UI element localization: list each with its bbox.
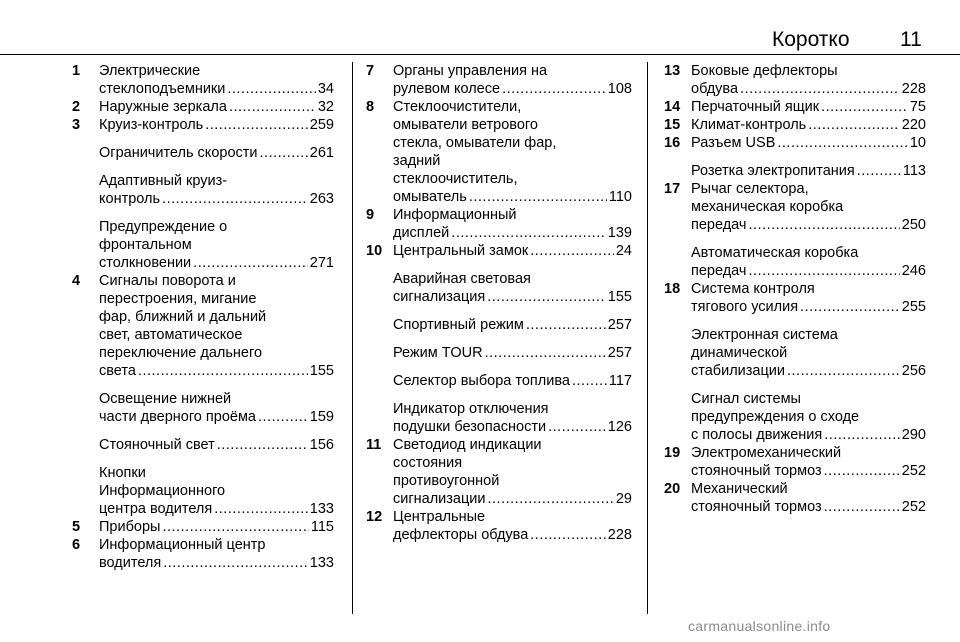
item-number: 6 (72, 537, 81, 553)
entry-line: Сигнал системы (691, 391, 801, 407)
index-entry (72, 98, 334, 116)
index-column-3 (664, 62, 926, 516)
entry-last-line (393, 344, 632, 362)
entry-line: стекла, омыватели фар, (393, 135, 557, 151)
entry-last-line (691, 80, 926, 98)
index-entry (72, 218, 334, 272)
entry-text (393, 436, 632, 508)
item-number: 14 (664, 99, 681, 115)
entry-line: Спортивный режим (393, 317, 524, 333)
page-reference: 29 (615, 491, 632, 507)
entry-line: Адаптивный круиз- (99, 173, 228, 189)
entry-text (393, 62, 632, 98)
entry-text (393, 206, 632, 242)
page-reference: 126 (607, 419, 632, 435)
index-entry (366, 270, 632, 306)
entry-line: сигнализации (393, 491, 486, 507)
item-number: 18 (664, 281, 681, 297)
entry-line: Информационный (393, 207, 517, 223)
index-entry (366, 436, 632, 508)
entry-text (393, 508, 632, 544)
entry-text (393, 372, 632, 390)
index-entry (366, 344, 632, 362)
entry-line: задний (393, 153, 441, 169)
entry-last-line (99, 254, 334, 272)
index-entry (72, 272, 334, 380)
entry-text (393, 242, 632, 260)
entry-text (691, 326, 926, 380)
entry-line: стеклоподъемники (99, 81, 226, 97)
entry-line: передач (691, 263, 747, 279)
item-number: 7 (366, 63, 375, 79)
index-entry (72, 536, 334, 572)
index-column-2 (366, 62, 632, 544)
dot-leader (229, 98, 316, 116)
index-entry (664, 390, 926, 444)
page-reference: 252 (901, 499, 926, 515)
entry-line: динамической (691, 345, 788, 361)
entry-text (691, 280, 926, 316)
page-reference: 139 (607, 225, 632, 241)
entry-line: Селектор выбора топлива (393, 373, 570, 389)
item-number: 19 (664, 445, 681, 461)
entry-line: Система контроля (691, 281, 815, 297)
item-number: 3 (72, 117, 81, 133)
item-number: 2 (72, 99, 81, 115)
entry-line: Режим TOUR (393, 345, 483, 361)
dot-leader (217, 436, 308, 454)
dot-leader (162, 518, 308, 536)
index-entry (72, 144, 334, 162)
entry-line: Розетка электропитания (691, 163, 855, 179)
entry-last-line (691, 116, 926, 134)
page-reference: 117 (608, 373, 632, 389)
entry-line: Рычаг селектора, (691, 181, 809, 197)
entry-line: центра водителя (99, 501, 213, 517)
page-reference: 271 (309, 255, 334, 271)
page-reference: 256 (901, 363, 926, 379)
index-entry (366, 372, 632, 390)
entry-line: стеклоочиститель, (393, 171, 518, 187)
dot-leader (526, 316, 606, 334)
entry-last-line (99, 98, 334, 116)
entry-text (691, 480, 926, 516)
dot-leader (824, 498, 900, 516)
entry-line: Механический (691, 481, 788, 497)
page-reference: 246 (901, 263, 926, 279)
entry-last-line (99, 500, 334, 518)
item-number: 15 (664, 117, 681, 133)
entry-last-line (393, 490, 632, 508)
entry-line: водителя (99, 555, 162, 571)
item-number: 8 (366, 99, 375, 115)
entry-line: света (99, 363, 136, 379)
entry-line: Светодиод индикации (393, 437, 542, 453)
page-reference: 155 (309, 363, 334, 379)
entry-text (99, 464, 334, 518)
entry-line: Аварийная световая (393, 271, 531, 287)
entry-line: Электрические (99, 63, 201, 79)
entry-text (393, 98, 632, 206)
entry-last-line (691, 216, 926, 234)
index-entry (72, 518, 334, 536)
dot-leader (800, 298, 900, 316)
entry-line: Индикатор отключения (393, 401, 549, 417)
item-number: 5 (72, 519, 81, 535)
column-divider (352, 62, 353, 614)
index-entry (366, 62, 632, 98)
entry-line: Информационный центр (99, 537, 266, 553)
item-number: 1 (72, 63, 81, 79)
page-reference: 257 (607, 345, 632, 361)
entry-line: Центральный замок (393, 243, 529, 259)
entry-text (99, 436, 334, 454)
entry-line: предупреждения о сходе (691, 409, 860, 425)
dot-leader (162, 190, 308, 208)
entry-text (99, 272, 334, 380)
dot-leader (572, 372, 607, 390)
dot-leader (530, 242, 614, 260)
index-entry (366, 242, 632, 260)
entry-last-line (99, 190, 334, 208)
item-number: 4 (72, 273, 81, 289)
entry-last-line (99, 518, 334, 536)
entry-line: дефлекторы обдува (393, 527, 529, 543)
item-number: 17 (664, 181, 681, 197)
dot-leader (163, 554, 308, 572)
entry-line: стояночный тормоз (691, 463, 822, 479)
entry-last-line (393, 288, 632, 306)
entry-line: Электромеханический (691, 445, 842, 461)
page-reference: 252 (901, 463, 926, 479)
entry-line: Наружные зеркала (99, 99, 227, 115)
page-reference: 133 (309, 501, 334, 517)
entry-text (99, 116, 334, 134)
index-entry (664, 480, 926, 516)
entry-last-line (99, 80, 334, 98)
entry-text (393, 400, 632, 436)
index-entry (366, 316, 632, 334)
entry-text (99, 536, 334, 572)
entry-line: Стояночный свет (99, 437, 215, 453)
dot-leader (260, 144, 308, 162)
page-reference: 133 (309, 555, 334, 571)
entry-last-line (99, 554, 334, 572)
entry-line: стабилизации (691, 363, 785, 379)
dot-leader (214, 500, 308, 518)
page-reference: 113 (902, 163, 926, 179)
page-reference: 261 (309, 145, 334, 161)
dot-leader (193, 254, 308, 272)
page-reference: 110 (608, 189, 632, 205)
entry-last-line (691, 98, 926, 116)
item-number: 13 (664, 63, 681, 79)
item-number: 12 (366, 509, 383, 525)
entry-last-line (691, 362, 926, 380)
page-reference: 75 (909, 99, 926, 115)
entry-last-line (691, 298, 926, 316)
dot-leader (530, 526, 606, 544)
index-entry (72, 172, 334, 208)
dot-leader (451, 224, 606, 242)
entry-line: контроль (99, 191, 161, 207)
entry-line: подушки безопасности (393, 419, 547, 435)
dot-leader (787, 362, 900, 380)
page-reference: 263 (309, 191, 334, 207)
entry-line: Центральные (393, 509, 486, 525)
dot-leader (749, 262, 900, 280)
page-reference: 250 (901, 217, 926, 233)
entry-line: перестроения, мигание (99, 291, 257, 307)
index-entry (72, 390, 334, 426)
dot-leader (469, 188, 607, 206)
entry-text (393, 316, 632, 334)
entry-line: стояночный тормоз (691, 499, 822, 515)
dot-leader (857, 162, 901, 180)
page-reference: 10 (909, 135, 926, 151)
entry-line: свет, автоматическое (99, 327, 243, 343)
item-number: 11 (366, 437, 382, 453)
entry-line: состояния (393, 455, 463, 471)
index-entry (366, 400, 632, 436)
entry-line: Климат-контроль (691, 117, 807, 133)
page-reference: 155 (607, 289, 632, 305)
entry-text (691, 390, 926, 444)
entry-text (691, 244, 926, 280)
page-reference: 115 (310, 519, 334, 535)
index-entry (366, 508, 632, 544)
dot-leader (258, 408, 308, 426)
dot-leader (821, 98, 908, 116)
entry-last-line (691, 134, 926, 152)
dot-leader (749, 216, 900, 234)
page-reference: 34 (317, 81, 334, 97)
section-title: Коротко (772, 28, 850, 51)
entry-text (99, 98, 334, 116)
entry-text (691, 62, 926, 98)
index-entry (664, 444, 926, 480)
entry-line: Органы управления на (393, 63, 548, 79)
entry-line: Автоматическая коробка (691, 245, 859, 261)
entry-text (691, 180, 926, 234)
header-divider (0, 54, 960, 55)
entry-last-line (99, 408, 334, 426)
entry-last-line (99, 362, 334, 380)
entry-text (691, 134, 926, 152)
dot-leader (502, 80, 606, 98)
entry-last-line (393, 188, 632, 206)
entry-last-line (99, 116, 334, 134)
item-number: 16 (664, 135, 681, 151)
entry-text (691, 162, 926, 180)
entry-line: передач (691, 217, 747, 233)
page-reference: 257 (607, 317, 632, 333)
page-reference: 32 (317, 99, 334, 115)
entry-text (99, 62, 334, 98)
index-entry (664, 180, 926, 234)
entry-line: Сигналы поворота и (99, 273, 236, 289)
entry-line: рулевом колесе (393, 81, 501, 97)
entry-line: сигнализация (393, 289, 486, 305)
entry-line: Информационного (99, 483, 226, 499)
entry-line: Предупреждение о (99, 219, 228, 235)
index-entry (664, 62, 926, 98)
index-entry (664, 116, 926, 134)
page-reference: 156 (309, 437, 334, 453)
entry-line: Электронная система (691, 327, 838, 343)
entry-line: Стеклоочистители, (393, 99, 522, 115)
entry-last-line (393, 526, 632, 544)
entry-line: омыватели ветрового (393, 117, 538, 133)
item-number: 20 (664, 481, 681, 497)
entry-line: Разъем USB (691, 135, 776, 151)
entry-line: переключение дальнего (99, 345, 263, 361)
dot-leader (824, 426, 900, 444)
index-entry (72, 62, 334, 98)
page-reference: 228 (901, 81, 926, 97)
entry-line: Приборы (99, 519, 161, 535)
index-entry (366, 206, 632, 242)
index-entry (664, 98, 926, 116)
entry-line: Кнопки (99, 465, 146, 481)
entry-line: дисплей (393, 225, 450, 241)
entry-last-line (393, 372, 632, 390)
index-column-1 (72, 62, 334, 572)
entry-line: Боковые дефлекторы (691, 63, 838, 79)
page-reference: 24 (615, 243, 632, 259)
entry-line: противоугонной (393, 473, 500, 489)
index-entry (72, 436, 334, 454)
entry-line: с полосы движения (691, 427, 823, 443)
entry-line: столкновении (99, 255, 192, 271)
entry-last-line (393, 316, 632, 334)
dot-leader (824, 462, 900, 480)
entry-text (99, 144, 334, 162)
entry-line: фар, ближний и дальний (99, 309, 267, 325)
page-reference: 228 (607, 527, 632, 543)
index-entry (72, 116, 334, 134)
entry-last-line (99, 436, 334, 454)
dot-leader (205, 116, 308, 134)
index-entry (664, 326, 926, 380)
page-reference: 290 (901, 427, 926, 443)
entry-last-line (393, 418, 632, 436)
entry-text (99, 518, 334, 536)
entry-line: Круиз-контроль (99, 117, 204, 133)
page-reference: 220 (901, 117, 926, 133)
entry-text (99, 172, 334, 208)
dot-leader (740, 80, 900, 98)
entry-line: Ограничитель скорости (99, 145, 258, 161)
index-entry (664, 280, 926, 316)
entry-last-line (393, 242, 632, 260)
dot-leader (487, 288, 606, 306)
entry-line: механическая коробка (691, 199, 844, 215)
entry-last-line (99, 144, 334, 162)
page-reference: 259 (309, 117, 334, 133)
dot-leader (227, 80, 315, 98)
entry-last-line (393, 80, 632, 98)
column-divider (647, 62, 648, 614)
entry-text (691, 444, 926, 480)
entry-last-line (691, 162, 926, 180)
page-number: 11 (900, 28, 922, 51)
entry-line: тягового усилия (691, 299, 799, 315)
dot-leader (488, 490, 614, 508)
index-entry (664, 244, 926, 280)
entry-last-line (691, 426, 926, 444)
page-reference: 108 (607, 81, 632, 97)
entry-text (99, 218, 334, 272)
index-entry (72, 464, 334, 518)
item-number: 9 (366, 207, 375, 223)
entry-text (393, 344, 632, 362)
index-entry (664, 134, 926, 152)
entry-line: омыватель (393, 189, 467, 205)
page-header (0, 0, 960, 54)
page-reference: 255 (901, 299, 926, 315)
entry-last-line (393, 224, 632, 242)
entry-line: Освещение нижней (99, 391, 232, 407)
dot-leader (485, 344, 606, 362)
item-number: 10 (366, 243, 383, 259)
page-reference: 159 (309, 409, 334, 425)
entry-line: Перчаточный ящик (691, 99, 820, 115)
entry-last-line (691, 262, 926, 280)
entry-line: фронтальном (99, 237, 192, 253)
entry-line: части дверного проёма (99, 409, 256, 425)
dot-leader (548, 418, 606, 436)
watermark: carmanualsonline.info (688, 618, 831, 634)
entry-text (99, 390, 334, 426)
dot-leader (138, 362, 308, 380)
entry-last-line (691, 462, 926, 480)
dot-leader (777, 134, 908, 152)
entry-text (393, 270, 632, 306)
dot-leader (808, 116, 900, 134)
index-entry (664, 162, 926, 180)
index-entry (366, 98, 632, 206)
entry-text (691, 98, 926, 116)
entry-last-line (691, 498, 926, 516)
entry-line: обдува (691, 81, 739, 97)
entry-text (691, 116, 926, 134)
